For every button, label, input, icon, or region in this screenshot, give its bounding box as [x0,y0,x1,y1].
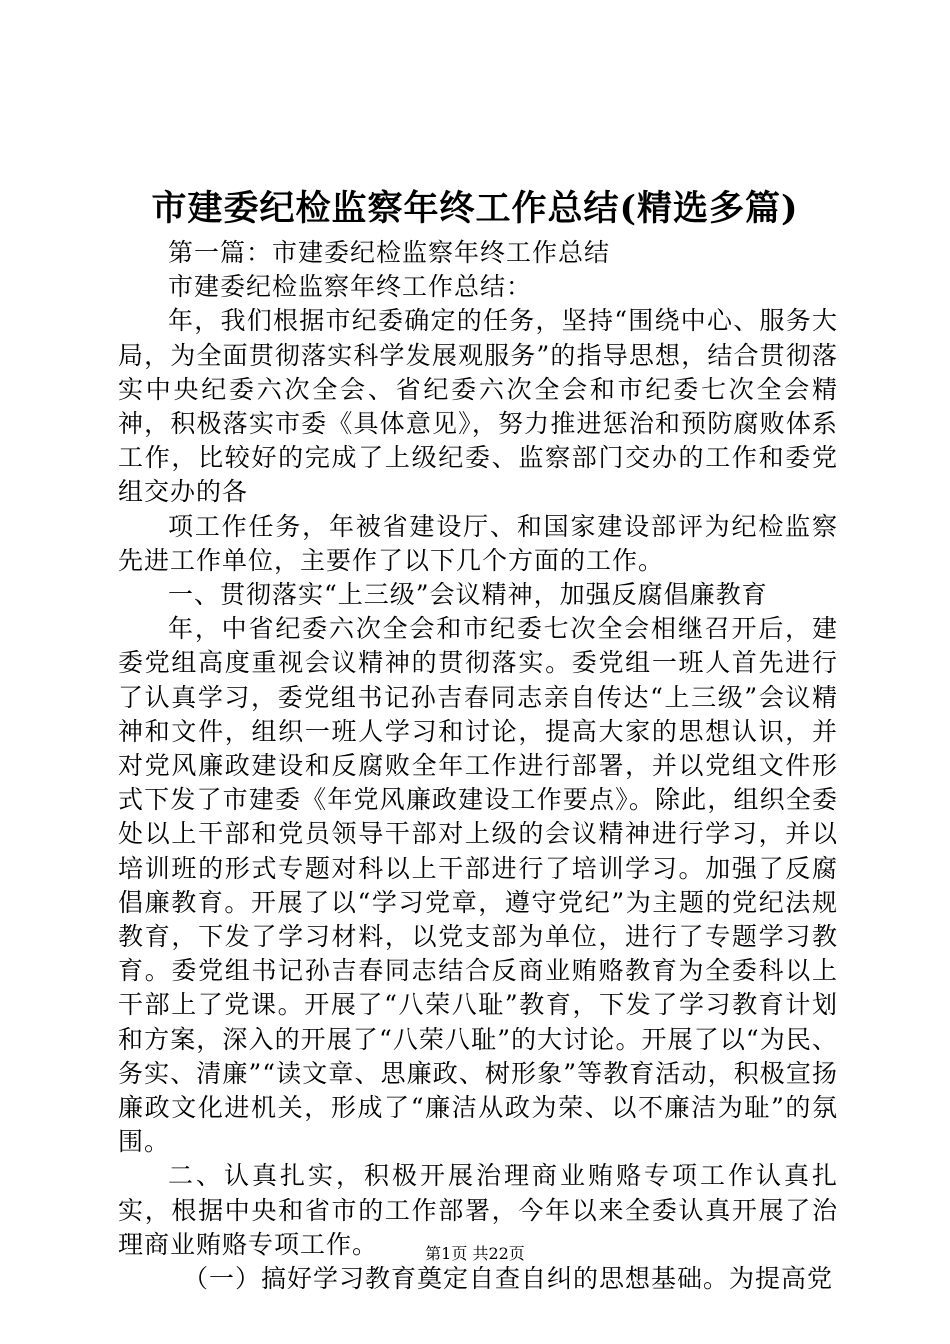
paragraph-section-heading: 第一篇：市建委纪检监察年终工作总结 [168,238,611,267]
paragraph-heading-one: 一、贯彻落实“上三级”会议精神，加强反腐倡廉教育 [168,580,768,610]
paragraph-subtitle: 市建委纪检监察年终工作总结： [168,272,533,302]
paragraph-intro-continued: 项工作任务，年被省建设厅、和国家建设部评为纪检监察先进工作单位，主要作了以下几个方面的工作。 [118,511,838,575]
paragraph-heading-two: 二、认真扎实，积极开展治理商业贿赂专项工作认真扎实，根据中央和省市的工作部署，今年以来全委认真开展了治理商业贿赂专项工作。 [118,1161,838,1259]
document-title: 市建委纪检监察年终工作总结(精选多篇) [151,188,799,229]
paragraph-body-one: 年，中省纪委六次全会和市纪委七次全会相继召开后，建委党组高度重视会议精神的贯彻落实。委党组一班人首先进行了认真学习，委党组书记孙吉春同志亲自传达“上三级”会议精神和文件，组织一班人学习和讨论，提高大家的思想认识，并对党风廉政建设和反腐败全年工作进行部署，并以党组文件形式下发了市建委《年党风廉政建设工作要点》。除此，组织全委处以上干部和党员领导干部对上级的会议精神进行学习，并以培训班的形式专题对科以上干部进行了培训学习。加强了反腐倡廉教育。开展了以“学习党章，遵守党纪”为主题的党纪法规教育，下发了学习材料，以党支部为单位，进行了专题学习教育。委党组书记孙吉春同志结合反商业贿赂教育为全委科以上干部上了党课。开展了“八荣八耻”教育，下发了学习教育计划和方案，深入的开展了“八荣八耻”的大讨论。开展了以“为民、务实、清廉”“读文章、思廉政、树形象”等教育活动，积极宣扬廉政文化进机关，形成了“廉洁从政为荣、以不廉洁为耻”的氛围。 [118,614,838,1157]
page-footer: 第1页 共22页 [425,1244,525,1263]
paragraph-intro: 年，我们根据市纪委确定的任务，坚持“围绕中心、服务大局，为全面贯彻落实科学发展观服务”的指导思想，结合贯彻落实中央纪委六次全会、省纪委六次全会和市纪委七次全会精神，积极落实市委《具体意见》，努力推进惩治和预防腐败体系工作，比较好的完成了上级纪委、监察部门交办的工作和委党组交办的各 [118,306,838,507]
paragraph-subheading-one: （一）搞好学习教育奠定自查自纠的思想基础。为提高党 [183,1264,834,1294]
document-body [118,236,838,1296]
